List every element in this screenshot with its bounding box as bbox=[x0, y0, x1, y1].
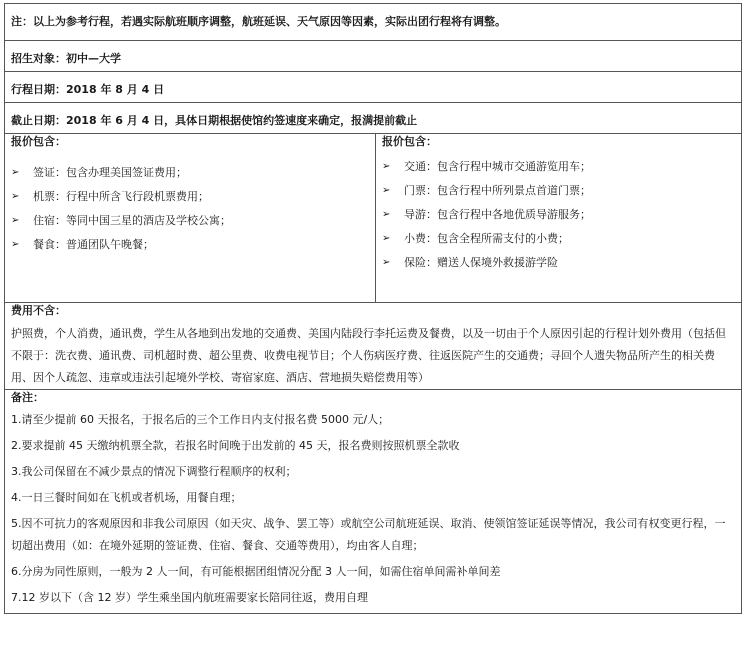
included-item bbox=[382, 183, 735, 207]
arrow-bullet-icon: ➢ bbox=[382, 161, 391, 172]
itinerary-info-table bbox=[4, 3, 742, 614]
fees-excluded-title: 费用不含： bbox=[11, 304, 66, 317]
included-item bbox=[11, 237, 369, 261]
remark-item: 3.我公司保留在不减少景点的情况下调整行程顺序的权利； bbox=[11, 465, 297, 478]
included-left-cell bbox=[5, 134, 376, 303]
fees-excluded-row bbox=[5, 303, 742, 390]
audience-cell bbox=[5, 41, 742, 72]
included-item bbox=[382, 159, 735, 183]
arrow-bullet-icon: ➢ bbox=[11, 239, 20, 250]
included-item-label: 小费：包含全程所需支付的小费； bbox=[404, 232, 569, 245]
deadline-text: 截止日期：2018 年 6 月 4 日，具体日期根据使馆约签速度来确定，报满提前截止 bbox=[11, 114, 418, 127]
included-item bbox=[382, 255, 735, 279]
included-item-label: 导游：包含行程中各地优质导游服务； bbox=[404, 208, 591, 221]
remark-item: 2.要求提前 45 天缴纳机票全款，若报名时间晚于出发前的 45 天，报名费则按照机票全款收 bbox=[11, 439, 460, 452]
audience-row bbox=[5, 41, 742, 72]
arrow-bullet-icon: ➢ bbox=[11, 215, 20, 226]
remark-item: 5.因不可抗力的客观原因和非我公司原因（如天灾、战争、罢工等）或航空公司航班延误、取消、使领馆签证延误等情况，我公司有权变更行程，一切超出费用（如：在境外延期的签证费、住宿、餐食、交通等费用），均由客人自理； bbox=[11, 517, 726, 552]
remarks-cell bbox=[5, 390, 742, 614]
trip-date-cell bbox=[5, 72, 742, 103]
included-left-title: 报价包含： bbox=[11, 135, 66, 148]
included-item bbox=[382, 231, 735, 255]
included-item-label: 餐食：普通团队午晚餐； bbox=[33, 238, 154, 251]
arrow-bullet-icon: ➢ bbox=[11, 191, 20, 202]
included-item-label: 门票：包含行程中所列景点首道门票； bbox=[404, 184, 591, 197]
included-item-label: 住宿：等同中国三星的酒店及学校公寓； bbox=[33, 214, 231, 227]
included-right-cell bbox=[376, 134, 742, 303]
included-row bbox=[5, 134, 742, 303]
included-item-label: 机票：行程中所含飞行段机票费用； bbox=[33, 190, 209, 203]
remark-item: 4.一日三餐时间如在飞机或者机场，用餐自理； bbox=[11, 491, 242, 504]
note-text: 注：以上为参考行程，若遇实际航班顺序调整，航班延误、天气原因等因素，实际出团行程将有调整。 bbox=[11, 15, 506, 28]
deadline-row bbox=[5, 103, 742, 134]
remark-item: 1.请至少提前 60 天报名，于报名后的三个工作日内支付报名费 5000 元/人； bbox=[11, 413, 390, 426]
included-item bbox=[11, 165, 369, 189]
remarks-row bbox=[5, 390, 742, 614]
fees-excluded-body: 护照费，个人消费，通讯费，学生从各地到出发地的交通费、美国内陆段行李托运费及餐费，以及一切由于个人原因引起的行程计划外费用（包括但不限于：洗衣费、通讯费、司机超时费、超公里费、收费电视节目；个人伤病医疗费、往返医院产生的交通费；寻回个人遗失物品所产生的相关费用、因个人疏忽、违章或违法引起境外学校、寄宿家庭、酒店、营地损失赔偿费用等） bbox=[11, 327, 726, 384]
remarks-title: 备注： bbox=[11, 391, 44, 404]
included-item bbox=[11, 213, 369, 237]
trip-date-row bbox=[5, 72, 742, 103]
note-row bbox=[5, 4, 742, 41]
included-item-label: 交通：包含行程中城市交通游览用车； bbox=[404, 160, 591, 173]
included-right-title: 报价包含： bbox=[382, 135, 437, 148]
included-item bbox=[382, 207, 735, 231]
arrow-bullet-icon: ➢ bbox=[382, 257, 391, 268]
arrow-bullet-icon: ➢ bbox=[382, 209, 391, 220]
included-item bbox=[11, 189, 369, 213]
audience-text: 招生对象：初中—大学 bbox=[11, 52, 121, 65]
included-item-label: 签证：包含办理美国签证费用； bbox=[33, 166, 187, 179]
arrow-bullet-icon: ➢ bbox=[11, 167, 20, 178]
included-item-label: 保险：赠送人保境外救援游学险 bbox=[404, 256, 558, 269]
arrow-bullet-icon: ➢ bbox=[382, 233, 391, 244]
trip-date-text: 行程日期：2018 年 8 月 4 日 bbox=[11, 83, 165, 96]
remark-item: 6.分房为同性原则，一般为 2 人一间，有可能根据团组情况分配 3 人一间，如需住宿单间需补单间差 bbox=[11, 565, 501, 578]
note-cell bbox=[5, 4, 742, 41]
fees-excluded-cell bbox=[5, 303, 742, 390]
deadline-cell bbox=[5, 103, 742, 134]
arrow-bullet-icon: ➢ bbox=[382, 185, 391, 196]
remark-item: 7.12 岁以下（含 12 岁）学生乘坐国内航班需要家长陪同往返，费用自理 bbox=[11, 591, 368, 604]
